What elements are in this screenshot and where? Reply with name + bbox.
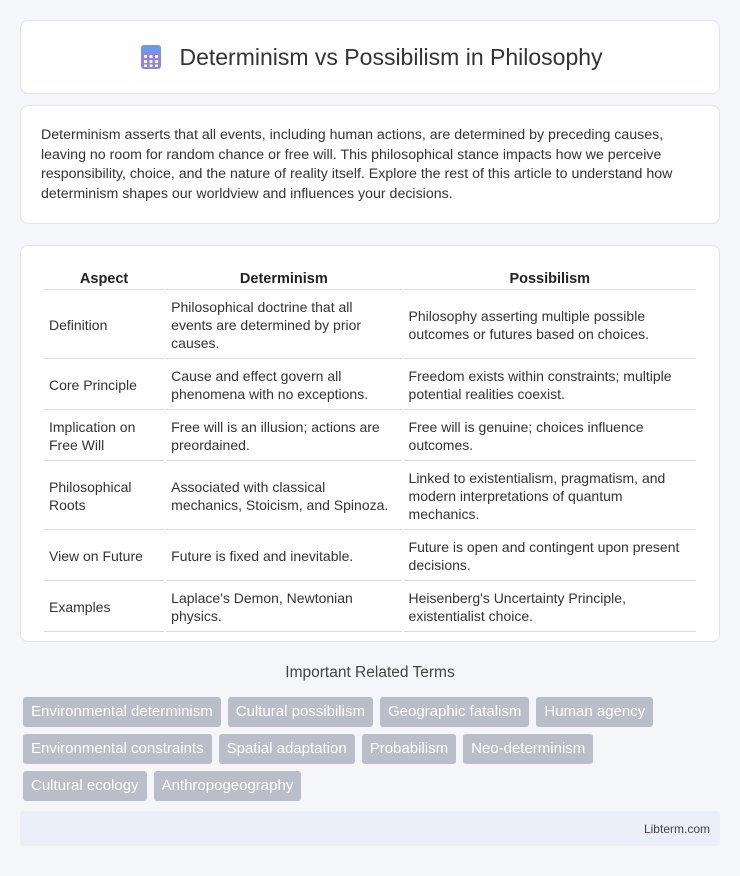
term-tag[interactable]: Geographic fatalism xyxy=(380,697,529,727)
cell-aspect: Definition xyxy=(44,292,164,359)
cell-possibilism: Free will is genuine; choices influence outcomes. xyxy=(404,412,696,461)
term-tag[interactable]: Spatial adaptation xyxy=(219,734,355,764)
table-row xyxy=(44,532,696,581)
calculator-icon xyxy=(137,43,165,71)
cell-aspect: Implication on Free Will xyxy=(44,412,164,461)
cell-determinism: Philosophical doctrine that all events are determined by prior causes. xyxy=(166,292,401,359)
cell-determinism: Associated with classical mechanics, Stoicism, and Spinoza. xyxy=(166,463,401,530)
cell-possibilism: Freedom exists within constraints; multiple potential realities coexist. xyxy=(404,361,696,410)
cell-determinism: Cause and effect govern all phenomena with no exceptions. xyxy=(166,361,401,410)
intro-text: Determinism asserts that all events, including human actions, are determined by preceding causes, leaving no room for random chance or free will. This philosophical stance impacts how we perceive responsibility, choice, and the nature of reality itself. Explore the rest of this article to understand how determinism shapes our worldview and influences your decisions. xyxy=(41,127,673,202)
header-card xyxy=(20,20,720,94)
intro-card xyxy=(20,105,720,224)
cell-aspect: Core Principle xyxy=(44,361,164,410)
term-tag[interactable]: Probabilism xyxy=(362,734,456,764)
table-row xyxy=(44,412,696,461)
cell-aspect: Philosophical Roots xyxy=(44,463,164,530)
page-title: Determinism vs Possibilism in Philosophy xyxy=(179,43,603,70)
cell-determinism: Laplace's Demon, Newtonian physics. xyxy=(166,583,401,632)
cell-aspect: Examples xyxy=(44,583,164,632)
term-tag[interactable]: Neo-determinism xyxy=(463,734,593,764)
cell-possibilism: Linked to existentialism, pragmatism, and modern interpretations of quantum mechanics. xyxy=(404,463,696,530)
table-header-row xyxy=(44,267,696,290)
table-row xyxy=(44,361,696,410)
term-tag[interactable]: Environmental determinism xyxy=(23,697,221,727)
cell-determinism: Future is fixed and inevitable. xyxy=(166,532,401,581)
table-row xyxy=(44,583,696,632)
cell-determinism: Free will is an illusion; actions are preordained. xyxy=(166,412,401,461)
cell-possibilism: Philosophy asserting multiple possible outcomes or futures based on choices. xyxy=(404,292,696,359)
term-tag[interactable]: Cultural possibilism xyxy=(228,697,373,727)
header-aspect: Aspect xyxy=(44,267,164,290)
footer xyxy=(20,811,720,846)
term-tag[interactable]: Human agency xyxy=(536,697,653,727)
table-row xyxy=(44,463,696,530)
term-tag[interactable]: Environmental constraints xyxy=(23,734,212,764)
comparison-table-card xyxy=(20,245,720,642)
cell-possibilism: Heisenberg's Uncertainty Principle, existentialist choice. xyxy=(404,583,696,632)
related-terms-list xyxy=(20,697,710,801)
term-tag[interactable]: Anthropogeography xyxy=(154,771,302,801)
related-terms-title: Important Related Terms xyxy=(285,664,455,681)
table-row xyxy=(44,292,696,359)
cell-aspect: View on Future xyxy=(44,532,164,581)
comparison-table xyxy=(42,265,698,634)
header-possibilism: Possibilism xyxy=(404,267,696,290)
footer-brand[interactable]: Libterm.com xyxy=(643,821,710,836)
header-determinism: Determinism xyxy=(166,267,401,290)
term-tag[interactable]: Cultural ecology xyxy=(23,771,147,801)
cell-possibilism: Future is open and contingent upon present decisions. xyxy=(404,532,696,581)
